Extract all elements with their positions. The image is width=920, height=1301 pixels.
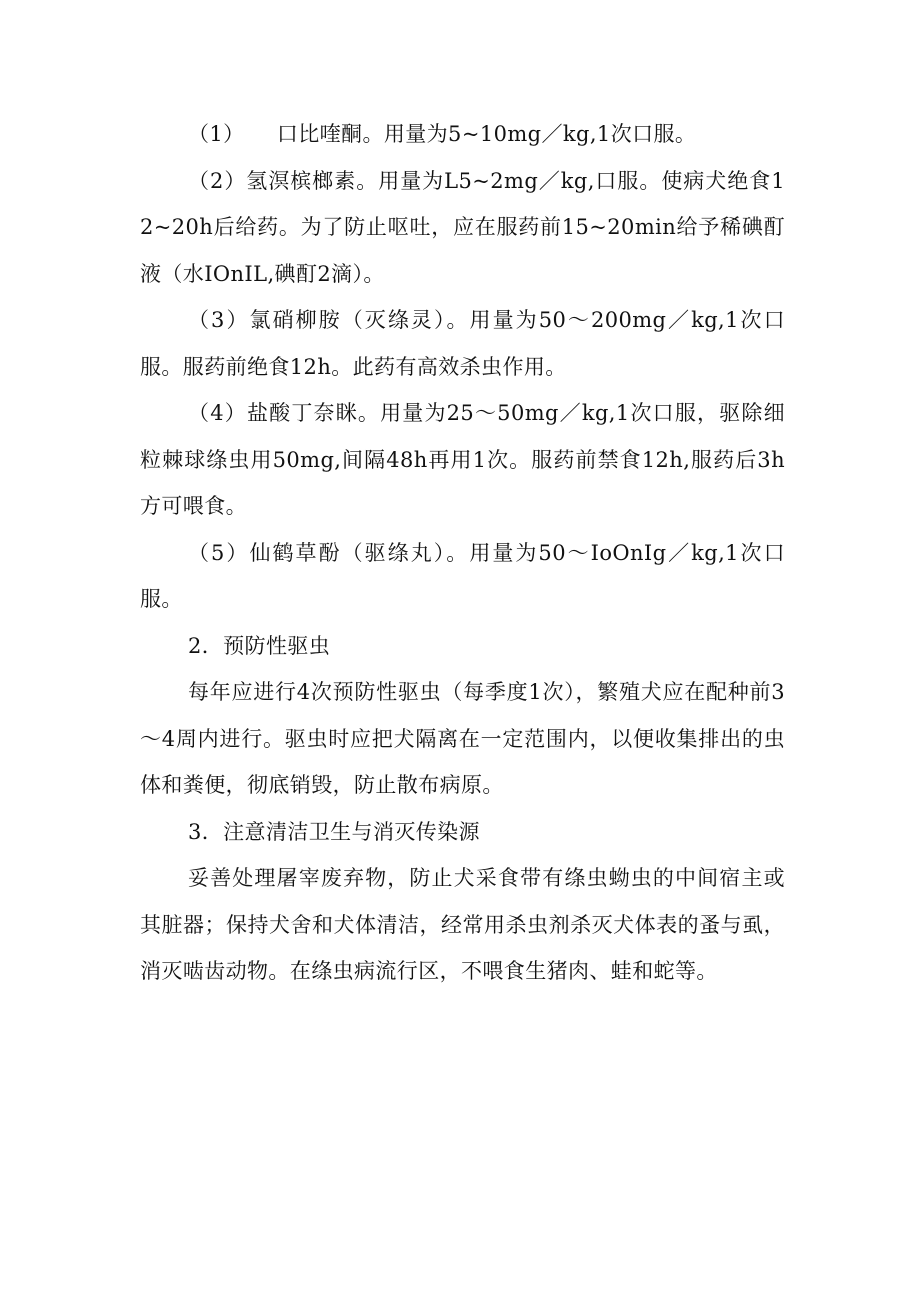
paragraph-drug-1: （1） 口比喹酮。用量为5~10mg／kg,1次口服。 [188,122,697,146]
document-body [140,111,785,995]
paragraph-drug-3: （3）氯硝柳胺（灭绦灵）。用量为50～200mg／kg,1次口服。服药前绝食12h。此药有高效杀虫作用。 [140,308,785,379]
paragraph-hygiene: 妥善处理屠宰废弃物，防止犬采食带有绦虫蚴虫的中间宿主或其脏器；保持犬舍和犬体清洁，经常用杀虫剂杀灭犬体表的蚤与虱，消灭啮齿动物。在绦虫病流行区，不喂食生猪肉、蛙和蛇等。 [140,866,785,983]
section-heading-hygiene: 3．注意清洁卫生与消灭传染源 [188,819,480,844]
paragraph-preventive-deworming: 每年应进行4次预防性驱虫（每季度1次），繁殖犬应在配种前3～4周内进行。驱虫时应把犬隔离在一定范围内，以便收集排出的虫体和粪便，彻底销毁，防止散布病原。 [140,680,785,797]
paragraph-drug-4: （4）盐酸丁奈眯。用量为25～50mg／kg,1次口服，驱除细粒棘球绦虫用50mg,间隔48h再用1次。服药前禁食12h,服药后3h方可喂食。 [140,401,785,518]
paragraph-drug-2: （2）氢溟槟榔素。用量为L5~2mg／kg,口服。使病犬绝食12~20h后给药。为了防止呕吐，应在服药前15~20min给予稀碘酊液（水IOnIL,碘酊2滴）。 [140,168,785,286]
paragraph-drug-5: （5）仙鹤草酚（驱绦丸）。用量为50～IoOnIg／kg,1次口服。 [140,540,785,611]
section-heading-preventive-deworming: 2．预防性驱虫 [188,633,331,658]
